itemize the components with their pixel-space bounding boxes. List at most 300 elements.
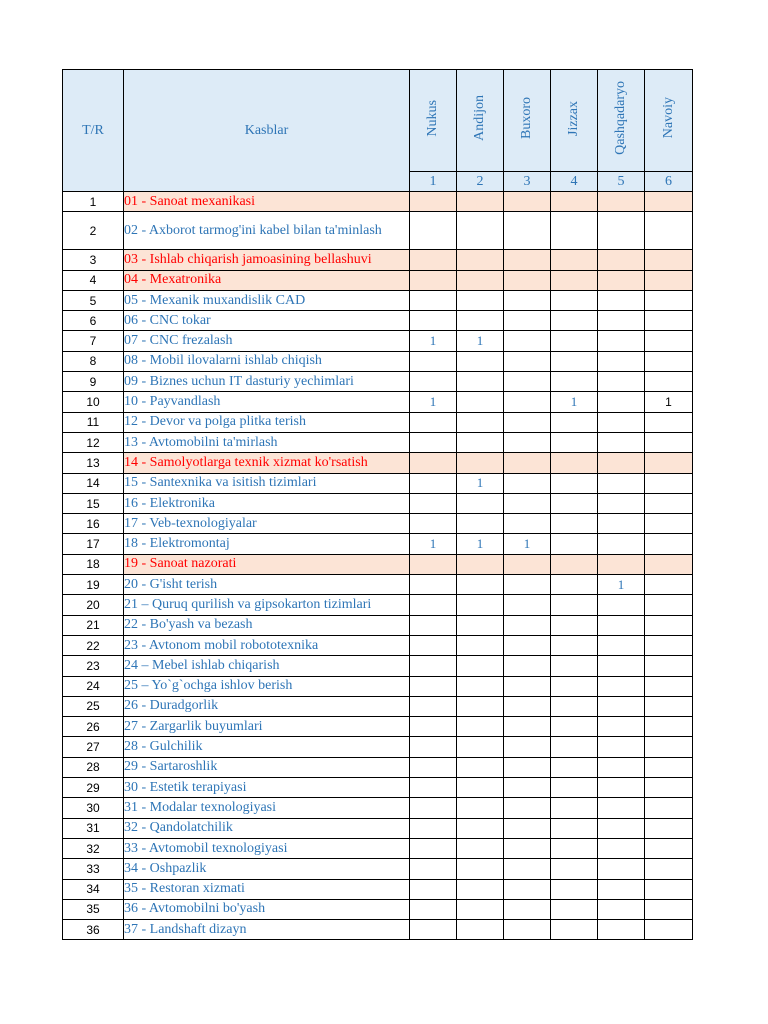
row-number: 22 [63, 635, 124, 655]
profession-name: 22 - Bo'yash va bezash [124, 615, 410, 635]
profession-name: 20 - G'isht terish [124, 575, 410, 595]
region-value-cell [598, 859, 645, 879]
region-value-cell [551, 757, 598, 777]
region-value-cell [457, 392, 504, 412]
professions-table [62, 69, 693, 940]
region-value-cell [504, 351, 551, 371]
region-value-cell [410, 615, 457, 635]
region-value-cell: 1 [457, 473, 504, 493]
region-value-cell [551, 656, 598, 676]
region-value-cell [645, 514, 693, 534]
region-value-cell [598, 250, 645, 270]
profession-name: 31 - Modalar texnologiyasi [124, 798, 410, 818]
table-row [63, 351, 693, 371]
region-value-cell [410, 554, 457, 574]
profession-name: 03 - Ishlab chiqarish jamoasining bellashuvi [124, 250, 410, 270]
table-row [63, 757, 693, 777]
region-value-cell [504, 920, 551, 940]
region-value-cell [551, 575, 598, 595]
region-value-cell [457, 595, 504, 615]
region-value-cell [645, 250, 693, 270]
region-value-cell: 1 [598, 575, 645, 595]
region-value-cell [410, 250, 457, 270]
region-value-cell [551, 192, 598, 212]
region-value-cell [410, 575, 457, 595]
region-value-cell [598, 554, 645, 574]
table-row [63, 920, 693, 940]
profession-name: 28 - Gulchilik [124, 737, 410, 757]
profession-name: 37 - Landshaft dizayn [124, 920, 410, 940]
region-value-cell [504, 899, 551, 919]
table-row [63, 392, 693, 412]
region-value-cell [551, 798, 598, 818]
region-value-cell [645, 493, 693, 513]
region-value-cell [457, 615, 504, 635]
region-value-cell [645, 554, 693, 574]
region-value-cell [504, 859, 551, 879]
region-header-nukus: Nukus [410, 70, 457, 172]
row-number: 4 [63, 270, 124, 290]
row-number: 29 [63, 778, 124, 798]
region-value-cell [645, 453, 693, 473]
profession-name: 33 - Avtomobil texnologiyasi [124, 838, 410, 858]
region-value-cell [504, 838, 551, 858]
table-row [63, 372, 693, 392]
region-value-cell [598, 493, 645, 513]
region-value-cell [457, 778, 504, 798]
table-row [63, 453, 693, 473]
table-row [63, 879, 693, 899]
profession-name: 21 – Quruq qurilish va gipsokarton tizimlari [124, 595, 410, 615]
row-number: 13 [63, 453, 124, 473]
region-value-cell [645, 838, 693, 858]
region-value-cell [504, 250, 551, 270]
profession-name: 32 - Qandolatchilik [124, 818, 410, 838]
row-number: 33 [63, 859, 124, 879]
region-value-cell [598, 879, 645, 899]
region-value-cell [504, 595, 551, 615]
row-number: 2 [63, 212, 124, 250]
region-value-cell [551, 311, 598, 331]
profession-name: 29 - Sartaroshlik [124, 757, 410, 777]
region-value-cell [598, 920, 645, 940]
region-value-cell [410, 778, 457, 798]
table-row [63, 192, 693, 212]
region-number: 2 [457, 172, 504, 192]
region-value-cell [551, 737, 598, 757]
table-row [63, 696, 693, 716]
row-number: 34 [63, 879, 124, 899]
region-value-cell [410, 635, 457, 655]
row-number: 24 [63, 676, 124, 696]
table-header [63, 70, 693, 192]
region-value-cell [645, 696, 693, 716]
region-value-cell [410, 412, 457, 432]
row-number: 5 [63, 290, 124, 310]
row-number: 35 [63, 899, 124, 919]
region-number: 6 [645, 172, 693, 192]
region-value-cell [551, 818, 598, 838]
row-number: 10 [63, 392, 124, 412]
region-value-cell [645, 656, 693, 676]
row-number: 23 [63, 656, 124, 676]
region-value-cell [504, 473, 551, 493]
region-value-cell [457, 818, 504, 838]
row-number: 11 [63, 412, 124, 432]
row-number: 26 [63, 717, 124, 737]
profession-name: 02 - Axborot tarmog'ini kabel bilan ta'minlash [124, 212, 410, 250]
region-header-navoiy: Navoiy [645, 70, 693, 172]
region-value-cell [598, 798, 645, 818]
region-value-cell [645, 290, 693, 310]
region-value-cell [551, 717, 598, 737]
region-value-cell [504, 635, 551, 655]
region-value-cell [410, 372, 457, 392]
region-value-cell [504, 493, 551, 513]
region-value-cell [410, 818, 457, 838]
region-value-cell: 1 [410, 331, 457, 351]
table-row [63, 676, 693, 696]
region-value-cell [645, 595, 693, 615]
row-number: 21 [63, 615, 124, 635]
region-value-cell [598, 392, 645, 412]
region-value-cell [504, 554, 551, 574]
table-row [63, 859, 693, 879]
region-value-cell [410, 192, 457, 212]
profession-name: 24 – Mebel ishlab chiqarish [124, 656, 410, 676]
table-row [63, 656, 693, 676]
region-value-cell [410, 859, 457, 879]
region-value-cell [551, 635, 598, 655]
region-value-cell [598, 351, 645, 371]
profession-name: 17 - Veb-texnologiyalar [124, 514, 410, 534]
profession-name: 35 - Restoran xizmati [124, 879, 410, 899]
table-row [63, 737, 693, 757]
region-value-cell [551, 778, 598, 798]
profession-name: 13 - Avtomobilni ta'mirlash [124, 432, 410, 452]
region-value-cell [598, 192, 645, 212]
region-value-cell [504, 696, 551, 716]
region-value-cell [410, 676, 457, 696]
region-value-cell [504, 432, 551, 452]
row-number: 27 [63, 737, 124, 757]
region-value-cell [551, 879, 598, 899]
profession-name: 14 - Samolyotlarga texnik xizmat ko'rsatish [124, 453, 410, 473]
region-value-cell [645, 798, 693, 818]
profession-name: 04 - Mexatronika [124, 270, 410, 290]
region-value-cell [410, 473, 457, 493]
region-value-cell [410, 879, 457, 899]
region-value-cell [504, 575, 551, 595]
region-value-cell: 1 [410, 392, 457, 412]
profession-name: 23 - Avtonom mobil robototexnika [124, 635, 410, 655]
row-number: 7 [63, 331, 124, 351]
region-value-cell [645, 192, 693, 212]
region-value-cell [457, 879, 504, 899]
profession-name: 06 - CNC tokar [124, 311, 410, 331]
region-value-cell [410, 270, 457, 290]
table-row [63, 778, 693, 798]
region-value-cell [598, 290, 645, 310]
table-row [63, 635, 693, 655]
region-value-cell [645, 331, 693, 351]
region-value-cell [645, 920, 693, 940]
table-row [63, 798, 693, 818]
region-value-cell [645, 879, 693, 899]
table-row [63, 331, 693, 351]
region-value-cell [410, 453, 457, 473]
region-value-cell [457, 920, 504, 940]
region-value-cell [551, 838, 598, 858]
region-value-cell [551, 920, 598, 940]
region-value-cell [504, 311, 551, 331]
region-value-cell: 1 [457, 331, 504, 351]
region-value-cell [645, 899, 693, 919]
region-value-cell [457, 412, 504, 432]
region-value-cell [504, 270, 551, 290]
region-value-cell [457, 212, 504, 250]
region-value-cell [551, 412, 598, 432]
tr-header: T/R [63, 70, 124, 192]
row-number: 19 [63, 575, 124, 595]
row-number: 14 [63, 473, 124, 493]
region-value-cell [598, 676, 645, 696]
region-value-cell [457, 290, 504, 310]
table-row [63, 595, 693, 615]
region-value-cell [504, 412, 551, 432]
row-number: 17 [63, 534, 124, 554]
table-row [63, 838, 693, 858]
table-row [63, 473, 693, 493]
profession-name: 15 - Santexnika va isitish tizimlari [124, 473, 410, 493]
region-value-cell [457, 351, 504, 371]
region-value-cell [551, 696, 598, 716]
region-header-qashqadaryo: Qashqadaryo [598, 70, 645, 172]
profession-name: 09 - Biznes uchun IT dasturiy yechimlari [124, 372, 410, 392]
region-value-cell [410, 311, 457, 331]
row-number: 16 [63, 514, 124, 534]
table-row [63, 250, 693, 270]
region-value-cell [598, 534, 645, 554]
region-value-cell [504, 453, 551, 473]
row-number: 31 [63, 818, 124, 838]
region-value-cell [410, 514, 457, 534]
region-value-cell [504, 656, 551, 676]
table-row [63, 311, 693, 331]
region-value-cell [551, 899, 598, 919]
region-value-cell [457, 453, 504, 473]
region-value-cell [598, 473, 645, 493]
region-value-cell [598, 838, 645, 858]
region-value-cell [551, 372, 598, 392]
region-value-cell [457, 311, 504, 331]
row-number: 12 [63, 432, 124, 452]
region-value-cell [504, 778, 551, 798]
region-value-cell [645, 615, 693, 635]
region-value-cell [410, 595, 457, 615]
region-value-cell [645, 635, 693, 655]
table-row [63, 514, 693, 534]
region-value-cell [504, 757, 551, 777]
region-value-cell [551, 351, 598, 371]
region-value-cell [645, 212, 693, 250]
region-value-cell [410, 656, 457, 676]
region-value-cell [504, 212, 551, 250]
region-value-cell [504, 392, 551, 412]
table-row [63, 554, 693, 574]
row-number: 3 [63, 250, 124, 270]
region-value-cell [457, 575, 504, 595]
region-value-cell [598, 453, 645, 473]
row-number: 25 [63, 696, 124, 716]
region-value-cell [551, 514, 598, 534]
region-value-cell [551, 453, 598, 473]
region-value-cell [551, 595, 598, 615]
region-value-cell [598, 737, 645, 757]
region-value-cell [645, 351, 693, 371]
region-value-cell [551, 270, 598, 290]
table-row [63, 412, 693, 432]
region-value-cell [598, 778, 645, 798]
region-header-andijon: Andijon [457, 70, 504, 172]
region-value-cell [457, 899, 504, 919]
row-number: 9 [63, 372, 124, 392]
row-number: 15 [63, 493, 124, 513]
region-value-cell [645, 818, 693, 838]
profession-name: 05 - Mexanik muxandislik CAD [124, 290, 410, 310]
region-value-cell: 1 [410, 534, 457, 554]
region-value-cell [551, 432, 598, 452]
region-value-cell [598, 432, 645, 452]
region-value-cell [551, 554, 598, 574]
region-value-cell [504, 192, 551, 212]
region-value-cell [551, 290, 598, 310]
region-value-cell [645, 311, 693, 331]
region-value-cell [410, 838, 457, 858]
region-value-cell [598, 595, 645, 615]
region-value-cell [645, 412, 693, 432]
table-row [63, 717, 693, 737]
region-value-cell [457, 493, 504, 513]
region-value-cell [410, 351, 457, 371]
region-value-cell [598, 372, 645, 392]
region-value-cell [457, 635, 504, 655]
region-value-cell [410, 920, 457, 940]
region-value-cell [645, 372, 693, 392]
region-value-cell [598, 656, 645, 676]
region-value-cell [645, 757, 693, 777]
region-value-cell [645, 778, 693, 798]
table-row [63, 818, 693, 838]
profession-name: 34 - Oshpazlik [124, 859, 410, 879]
region-value-cell [645, 432, 693, 452]
region-value-cell: 1 [457, 534, 504, 554]
region-value-cell [457, 798, 504, 818]
region-value-cell [598, 899, 645, 919]
profession-name: 16 - Elektronika [124, 493, 410, 513]
region-value-cell [504, 717, 551, 737]
region-value-cell [645, 737, 693, 757]
profession-name: 10 - Payvandlash [124, 392, 410, 412]
profession-name: 12 - Devor va polga plitka terish [124, 412, 410, 432]
profession-name: 27 - Zargarlik buyumlari [124, 717, 410, 737]
region-value-cell [504, 737, 551, 757]
region-value-cell [551, 615, 598, 635]
region-value-cell [598, 331, 645, 351]
region-value-cell [598, 717, 645, 737]
row-number: 18 [63, 554, 124, 574]
region-value-cell [598, 270, 645, 290]
region-value-cell [457, 737, 504, 757]
region-value-cell: 1 [551, 392, 598, 412]
region-value-cell [457, 432, 504, 452]
table-row [63, 534, 693, 554]
region-header-buxoro: Buxoro [504, 70, 551, 172]
region-value-cell [551, 212, 598, 250]
region-number: 1 [410, 172, 457, 192]
row-number: 30 [63, 798, 124, 818]
profession-name: 08 - Mobil ilovalarni ishlab chiqish [124, 351, 410, 371]
region-value-cell [504, 290, 551, 310]
region-value-cell [504, 372, 551, 392]
region-value-cell [645, 717, 693, 737]
table-row [63, 270, 693, 290]
region-value-cell [457, 717, 504, 737]
table-body [63, 192, 693, 940]
profession-name: 25 – Yo`g`ochga ishlov berish [124, 676, 410, 696]
region-value-cell [410, 757, 457, 777]
region-value-cell [410, 432, 457, 452]
region-value-cell [457, 554, 504, 574]
region-value-cell [410, 899, 457, 919]
table-row [63, 290, 693, 310]
region-value-cell [457, 372, 504, 392]
region-value-cell [410, 798, 457, 818]
region-value-cell [504, 331, 551, 351]
table-row [63, 615, 693, 635]
region-value-cell [551, 859, 598, 879]
row-number: 28 [63, 757, 124, 777]
region-value-cell [645, 575, 693, 595]
region-value-cell [504, 676, 551, 696]
region-value-cell [457, 676, 504, 696]
region-value-cell [504, 879, 551, 899]
region-value-cell: 1 [645, 392, 693, 412]
region-value-cell [504, 615, 551, 635]
profession-name: 36 - Avtomobilni bo'yash [124, 899, 410, 919]
region-number: 4 [551, 172, 598, 192]
region-value-cell [410, 212, 457, 250]
row-number: 6 [63, 311, 124, 331]
table-row [63, 212, 693, 250]
region-value-cell [598, 212, 645, 250]
region-value-cell [645, 270, 693, 290]
region-value-cell [598, 615, 645, 635]
region-value-cell [598, 412, 645, 432]
region-value-cell [598, 696, 645, 716]
region-value-cell [457, 859, 504, 879]
table-row [63, 432, 693, 452]
region-value-cell [551, 250, 598, 270]
profession-name: 26 - Duradgorlik [124, 696, 410, 716]
profession-name: 07 - CNC frezalash [124, 331, 410, 351]
region-value-cell [410, 737, 457, 757]
row-number: 36 [63, 920, 124, 940]
region-value-cell [598, 757, 645, 777]
region-value-cell [598, 514, 645, 534]
region-value-cell [457, 192, 504, 212]
region-value-cell [551, 473, 598, 493]
